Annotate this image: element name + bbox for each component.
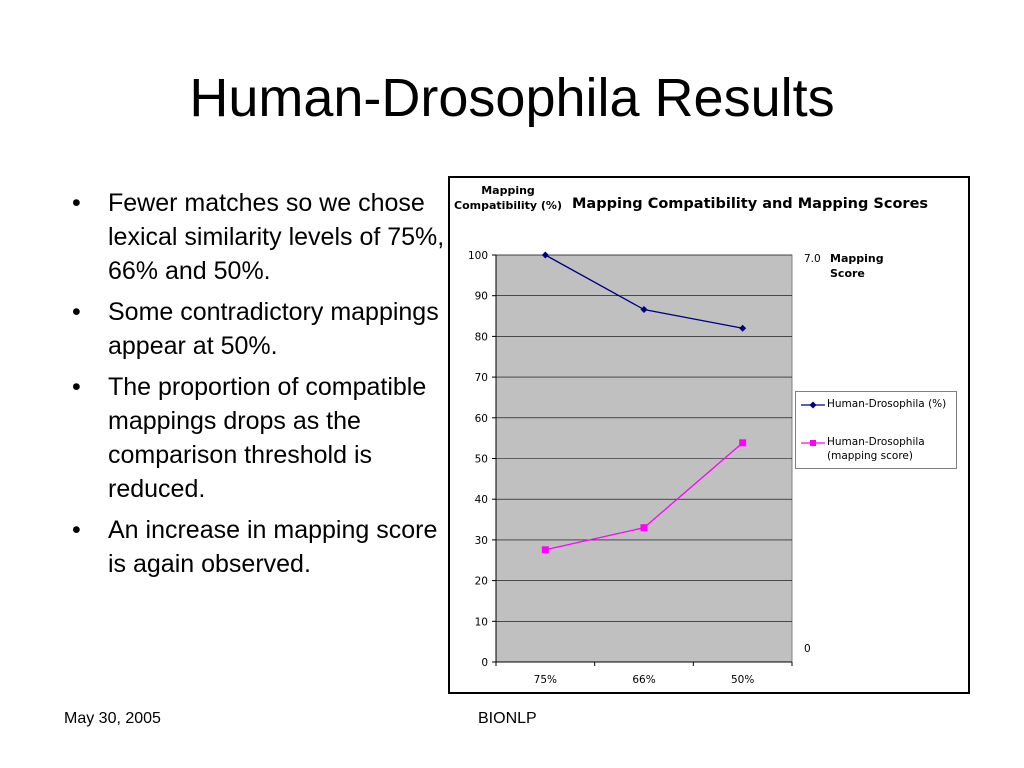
bullet-dot: • [72, 373, 81, 401]
y-tick-label: 60 [474, 412, 488, 425]
bullet-item [72, 513, 447, 581]
bullet-text: An increase in mapping score is again observed. [108, 516, 438, 578]
legend-label: Human-Drosophila [827, 436, 925, 448]
bullet-item [72, 370, 447, 506]
legend-marker-square [800, 438, 826, 448]
chart-frame [448, 176, 970, 694]
legend-label: (mapping score) [827, 450, 913, 462]
data-point-square [542, 546, 549, 553]
slide-title: Human-Drosophila Results [189, 68, 835, 128]
y-tick-label: 50 [474, 453, 488, 466]
y-tick-label: 10 [474, 616, 488, 629]
footer-date: May 30, 2005 [64, 710, 161, 727]
y-tick-label: 100 [467, 250, 488, 262]
chart-legend [795, 391, 957, 469]
y-tick-label: 40 [474, 494, 488, 507]
y-tick-label: 0 [481, 657, 488, 669]
y2-tick-label: 7.0 [804, 253, 821, 265]
bullet-text: The proportion of compatible mappings drops as the comparison threshold is reduced. [108, 373, 427, 503]
chart-title: Mapping Compatibility and Mapping Scores [572, 196, 929, 212]
y-tick-label: 80 [474, 331, 488, 344]
bullet-dot: • [72, 516, 81, 544]
y-tick-label: 20 [474, 575, 488, 588]
y2-tick-label: 0 [804, 643, 811, 655]
footer-center: BIONLP [478, 710, 537, 727]
bullet-item [72, 295, 447, 363]
y-tick-label: 30 [474, 534, 488, 547]
bullet-dot: • [72, 298, 81, 326]
data-point-square [641, 524, 648, 531]
legend-label: Human-Drosophila (%) [827, 398, 947, 410]
x-tick-label: 75% [533, 674, 558, 686]
legend-marker-diamond [800, 400, 826, 410]
data-point-square [739, 439, 746, 446]
y-tick-label: 70 [474, 372, 488, 385]
bullet-list [72, 186, 447, 588]
bullet-dot: • [72, 189, 81, 217]
x-tick-label: 66% [632, 674, 656, 686]
bullet-text: Fewer matches so we chose lexical similarity levels of 75%, 66% and 50%. [108, 189, 445, 285]
y-axis-label-line: Mapping [481, 184, 535, 197]
y2-axis-label-line: Mapping [830, 252, 884, 265]
bullet-item [72, 186, 447, 288]
y-axis-label-line: Compatibility (%) [454, 199, 562, 212]
bullet-text: Some contradictory mappings appear at 50%. [108, 298, 439, 360]
x-tick-label: 50% [730, 674, 755, 686]
y2-axis-label-line: Score [830, 267, 865, 280]
y-tick-label: 90 [474, 290, 488, 303]
